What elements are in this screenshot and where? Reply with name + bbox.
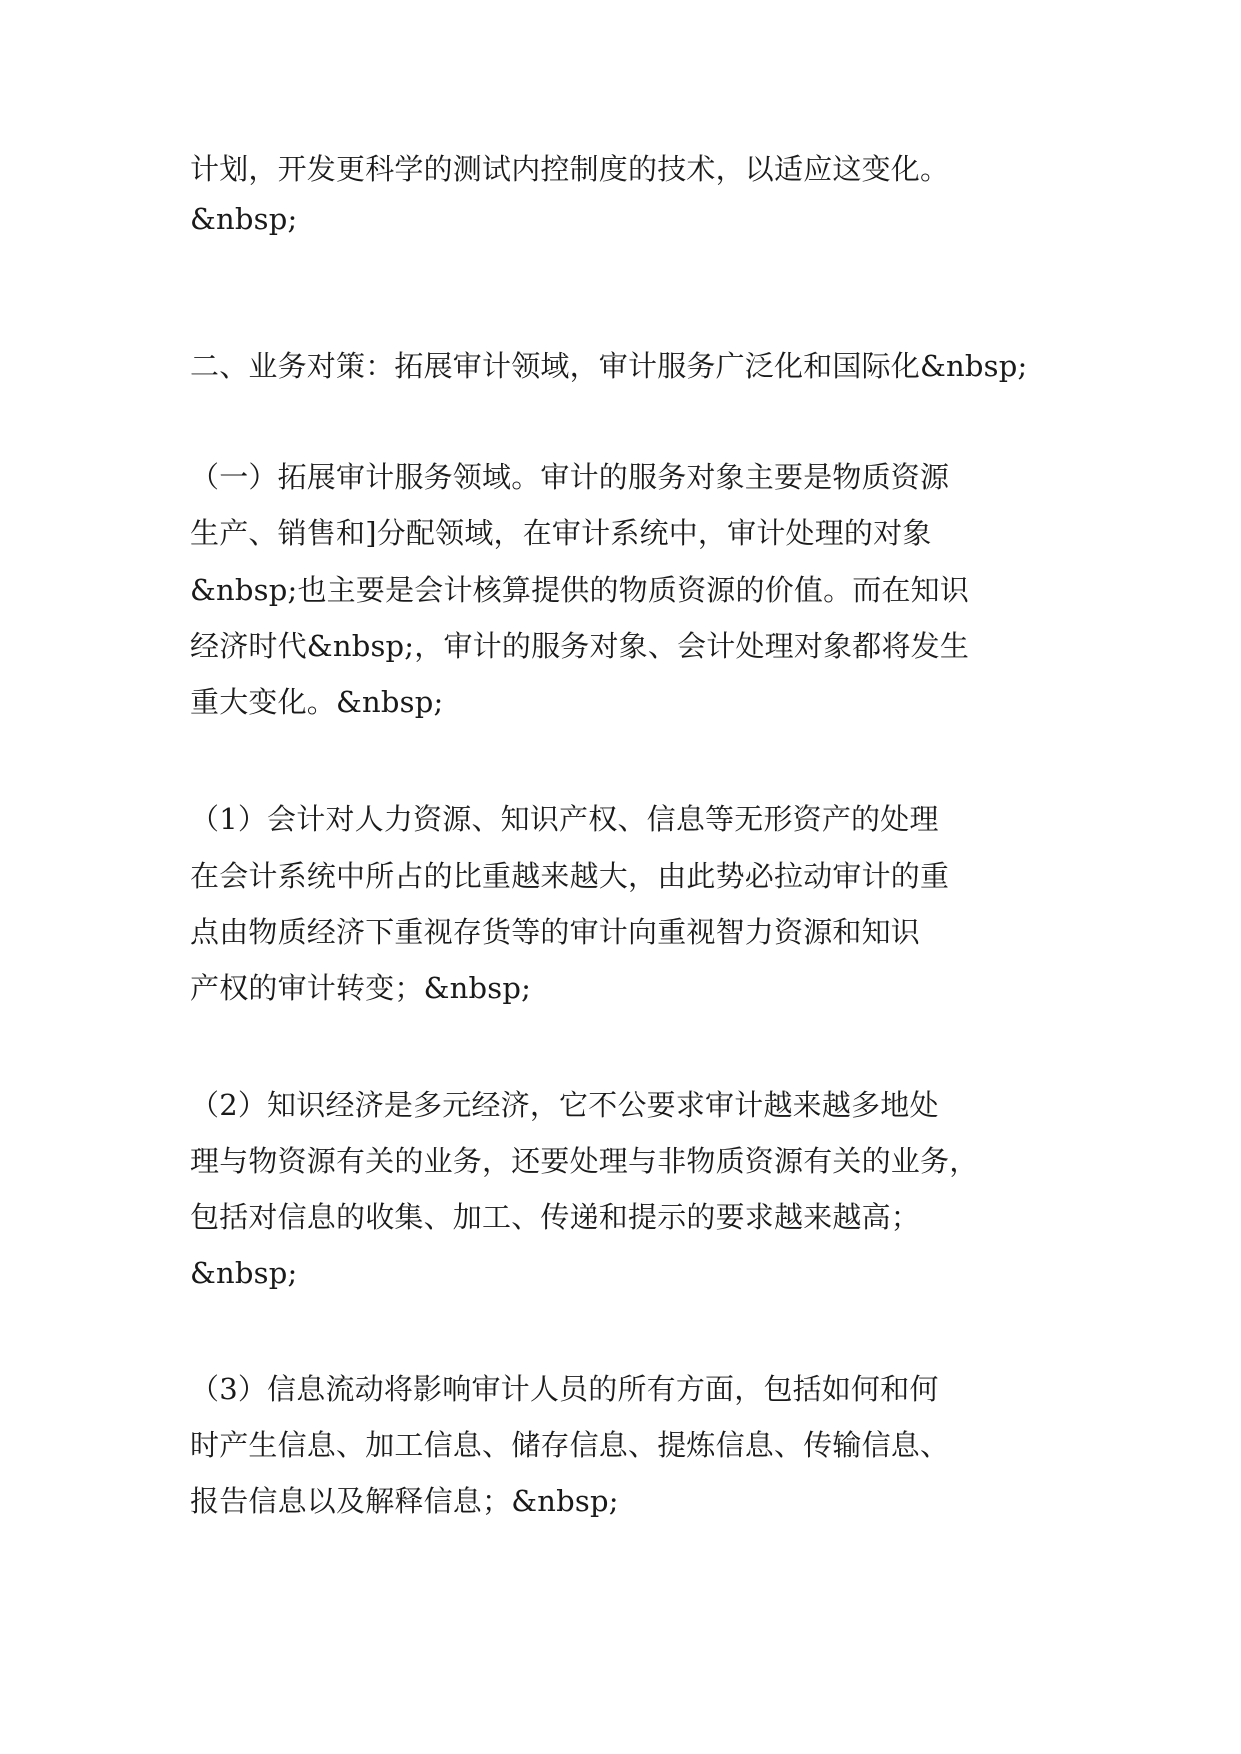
text-line: 重大变化。&nbsp; (190, 685, 444, 719)
text-line: 生产、销售和]分配领域，在审计系统中，审计处理的对象 (190, 516, 932, 550)
text-line: （2）知识经济是多元经济，它不公要求审计越来越多地处 (190, 1088, 939, 1122)
text-line: （3）信息流动将影响审计人员的所有方面，包括如何和何 (190, 1372, 939, 1406)
text-line: 理与物资源有关的业务，还要处理与非物质资源有关的业务， (190, 1144, 979, 1178)
text-line: 点由物质经济下重视存货等的审计向重视智力资源和知识 (190, 915, 921, 949)
text-line: 计划，开发更科学的测试内控制度的技术，以适应这变化。 (190, 152, 950, 186)
text-line: （1）会计对人力资源、知识产权、信息等无形资产的处理 (190, 802, 939, 836)
text-line: 产权的审计转变；&nbsp; (190, 971, 532, 1005)
text-line: 在会计系统中所占的比重越来越大，由此势必拉动审计的重 (190, 859, 950, 893)
text-line: 时产生信息、加工信息、储存信息、提炼信息、传输信息、 (190, 1428, 950, 1462)
text-line: 二、业务对策：拓展审计领域，审计服务广泛化和国际化&nbsp; (190, 349, 1028, 383)
text-line: &nbsp;也主要是会计核算提供的物质资源的价值。而在知识 (190, 573, 970, 607)
text-line: 报告信息以及解释信息；&nbsp; (190, 1484, 619, 1518)
text-line: 包括对信息的收集、加工、传递和提示的要求越来越高； (190, 1200, 921, 1234)
text-line: &nbsp; (190, 202, 298, 236)
text-line: （一）拓展审计服务领域。审计的服务对象主要是物质资源 (190, 460, 950, 494)
text-line: &nbsp; (190, 1256, 298, 1290)
text-line: 经济时代&nbsp;，审计的服务对象、会计处理对象都将发生 (190, 629, 970, 663)
